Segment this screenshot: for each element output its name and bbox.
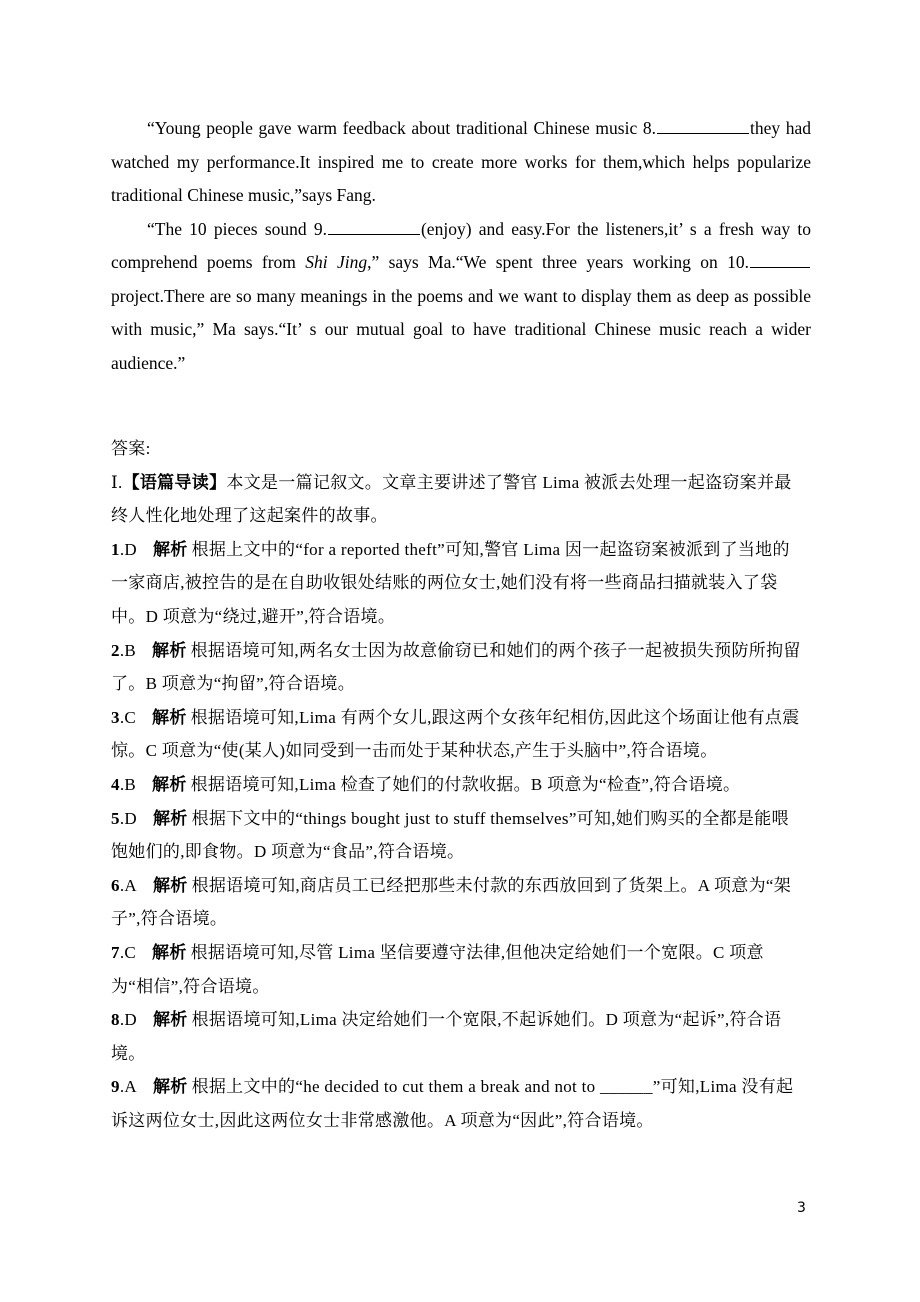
item-answer: .A [119, 875, 137, 895]
paragraph-text: they had watched my performance.It inspired me to create more works for them,which helps popularize traditional Chinese music,”says Fang. [111, 118, 811, 205]
analysis-text: 根据下文中的“things bought just to stuff themselves”可知,她们购买的全都是能喂饱她们的,即食物。D 项意为“食品”,符合语境。 [111, 808, 789, 862]
item-answer: .C [119, 707, 137, 727]
blank-10 [750, 249, 810, 268]
item-number: 8 [111, 1010, 120, 1030]
item-number: 2 [111, 640, 120, 660]
item-answer: .C [119, 942, 137, 962]
answer-section [111, 432, 801, 1137]
reading-guide-label: 【语篇导读】 [122, 472, 227, 492]
analysis-label: 解析 [152, 942, 187, 962]
passage-paragraph-1 [111, 112, 811, 213]
answer-item [111, 701, 801, 768]
item-number: 6 [111, 875, 120, 895]
blank-8 [657, 115, 749, 134]
paragraph-text: (enjoy) and easy.For the listeners,it’ s a fresh way to comprehend poems from [111, 218, 811, 272]
analysis-text: 根据上文中的“he decided to cut them a break and not to ______”可知,Lima 没有起诉这两位女士,因此这两位女士非常感激他。A 项意为“因此”,符合语境。 [111, 1077, 794, 1130]
analysis-text: 根据上文中的“for a reported theft”可知,警官 Lima 因一起盗窃案被派到了当地的一家商店,被控告的是在自助收银处结账的两位女士,她们没有将一些商品扫描就装入了袋中。D 项意为“绕过,避开”,符合语境。 [111, 539, 790, 626]
item-answer: .D [119, 808, 137, 828]
answer-item [111, 768, 801, 802]
item-answer: .D [119, 539, 137, 559]
answer-item [111, 634, 801, 701]
answer-item [111, 1003, 801, 1070]
item-number: 5 [111, 808, 120, 828]
analysis-label: 解析 [152, 1077, 188, 1097]
paragraph-text: “The 10 pieces sound 9. [147, 218, 327, 239]
analysis-label: 解析 [152, 539, 188, 559]
answer-item [111, 936, 801, 1003]
paragraph-text: ,” says Ma.“We spent three years working on 10. [367, 252, 749, 272]
analysis-text: 根据语境可知,Lima 检查了她们的付款收据。B 项意为“检查”,符合语境。 [190, 774, 741, 794]
analysis-text: 根据语境可知,尽管 Lima 坚信要遵守法律,但他决定给她们一个宽限。C 项意为“相信”,符合语境。 [111, 942, 764, 996]
analysis-text: 根据语境可知,Lima 有两个女儿,跟这两个女孩年纪相仿,因此这个场面让他有点震惊。C 项意为“使(某人)如同受到一击而处于某种状态,产生于头脑中”,符合语境。 [111, 707, 800, 761]
item-number: 3 [111, 707, 120, 727]
answer-item [111, 802, 801, 869]
item-number: 1 [111, 539, 120, 559]
paragraph-text: “Young people gave warm feedback about traditional Chinese music 8. [147, 118, 656, 138]
analysis-label: 解析 [152, 640, 187, 660]
reading-guide [111, 466, 801, 533]
item-number: 7 [111, 942, 120, 962]
item-answer: .A [119, 1077, 137, 1097]
passage-section [111, 112, 811, 380]
answer-item [111, 869, 801, 936]
answer-item [111, 1070, 801, 1137]
analysis-text: 根据语境可知,两名女士因为故意偷窃已和她们的两个孩子一起被损失预防所拘留了。B 项意为“拘留”,符合语境。 [111, 640, 801, 694]
item-number: 4 [111, 774, 120, 794]
analysis-label: 解析 [152, 808, 188, 828]
page-number: 3 [797, 1200, 806, 1216]
book-title: Shi Jing [305, 252, 368, 272]
analysis-label: 解析 [152, 774, 187, 794]
analysis-label: 解析 [152, 1010, 188, 1030]
analysis-text: 根据语境可知,商店员工已经把那些未付款的东西放回到了货架上。A 项意为“架子”,符合语境。 [111, 875, 792, 929]
analysis-text: 根据语境可知,Lima 决定给她们一个宽限,不起诉她们。D 项意为“起诉”,符合语境。 [111, 1010, 782, 1063]
reading-guide-text: 本文是一篇记叙文。文章主要讲述了警官 Lima 被派去处理一起盗窃案并最终人性化地处理了这起案件的故事。 [111, 472, 792, 526]
blank-9 [328, 216, 420, 235]
answer-title: 答案: [111, 439, 151, 458]
analysis-label: 解析 [152, 875, 188, 895]
section-number: Ⅰ. [111, 472, 123, 492]
paragraph-text: project.There are so many meanings in the poems and we want to display them as deep as possible with music,” Ma says.“It’ s our mutual goal to have traditional Chinese music reach a wider audience.” [111, 285, 811, 373]
item-answer: .B [119, 774, 137, 794]
item-number: 9 [111, 1077, 120, 1097]
passage-paragraph-2 [111, 213, 811, 381]
answer-item [111, 533, 801, 634]
item-answer: .D [119, 1010, 137, 1030]
item-answer: .B [119, 640, 137, 660]
analysis-label: 解析 [152, 707, 187, 727]
